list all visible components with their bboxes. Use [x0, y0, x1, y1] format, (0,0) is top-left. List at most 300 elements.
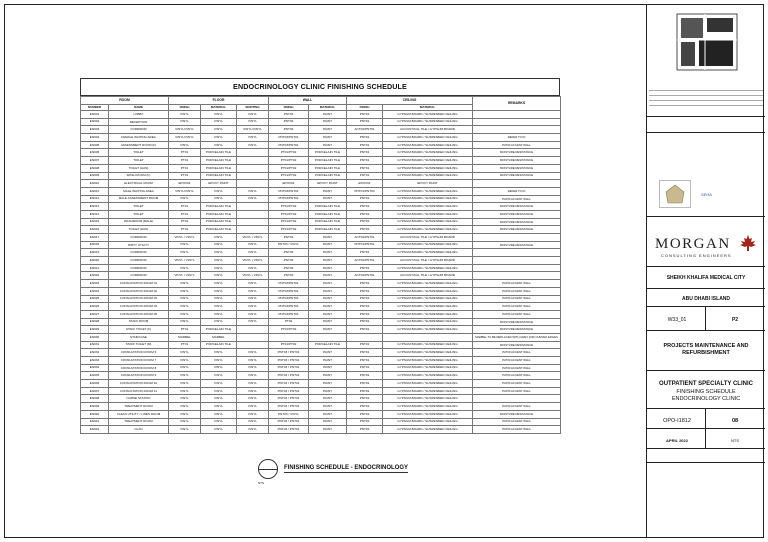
finish-cell: VINYL	[201, 195, 237, 203]
finish-cell: VINYL	[201, 241, 237, 249]
remarks-cell	[473, 249, 561, 257]
finish-cell: PAINT	[309, 280, 347, 288]
finish-cell: PNT01	[347, 195, 383, 203]
room-number: EN025	[81, 295, 109, 303]
finish-cell	[237, 164, 269, 172]
remarks-cell: MOISTURE RESISTANCE	[473, 149, 561, 157]
room-number: EN011	[81, 187, 109, 195]
remarks-cell: MOISTURE RESISTANCE	[473, 203, 561, 211]
table-row	[81, 333, 561, 341]
room-name: ELECTRICAL ROOM	[109, 180, 169, 188]
room-name: CORRIDOR	[109, 264, 169, 272]
remarks-cell: PAT03 ACCENT WALL	[473, 403, 561, 411]
finish-cell: PNT01	[347, 280, 383, 288]
finish-cell: VINYL / VINYL	[169, 257, 201, 265]
room-number: EN005	[81, 141, 109, 149]
remarks-cell	[473, 234, 561, 242]
finish-cell: PORCELAIN TILE	[201, 326, 237, 334]
finish-cell: PT01/PT02	[269, 226, 309, 234]
room-number: EN042	[81, 426, 109, 434]
finish-cell: PNT03/PNT01	[269, 134, 309, 142]
remarks-cell	[473, 126, 561, 134]
finish-cell: PT01/PT02	[269, 326, 309, 334]
finish-cell: VINYL	[201, 126, 237, 134]
finish-cell: VINYL	[169, 111, 201, 119]
remarks-cell: PAT03 ACCENT WALL	[473, 141, 561, 149]
consultant-logo	[655, 236, 759, 258]
finish-cell: EPOXY PAINT	[309, 180, 347, 188]
finish-cell: PNT01	[347, 326, 383, 334]
finish-cell: PAINT	[309, 380, 347, 388]
finish-cell: PNT03/PNT01	[269, 187, 309, 195]
footer-scale: NTS	[258, 481, 264, 485]
finish-cell: PNT03/PNT01	[269, 287, 309, 295]
finish-cell: PNT03/PNT01	[269, 295, 309, 303]
finish-cell: PAINT	[309, 134, 347, 142]
sub-header-cell: NAME	[109, 105, 169, 111]
finish-cell: PNT01	[347, 164, 383, 172]
contract-number: W33_01	[667, 317, 687, 323]
finish-cell: GYPSUM BOARD / SUSPENDED CEILING	[383, 349, 473, 357]
room-name: RECEPTION	[109, 118, 169, 126]
finish-cell: VINYL	[169, 295, 201, 303]
group-wall: WALL	[269, 97, 347, 105]
finish-cell	[237, 172, 269, 180]
finish-cell: PAINT	[309, 418, 347, 426]
finish-cell: PAINT	[309, 111, 347, 119]
finish-cell: VINYL	[201, 395, 237, 403]
finish-cell: GYPSUM BOARD / SUSPENDED CEILING	[383, 264, 473, 272]
finish-cell: VINYL	[169, 241, 201, 249]
remarks-cell	[473, 111, 561, 119]
table-row	[81, 203, 561, 211]
finish-cell: PORCELAIN TILE	[201, 226, 237, 234]
finish-cell: VINYL	[201, 380, 237, 388]
finish-cell: PAINT	[309, 303, 347, 311]
finish-cell: GYPSUM BOARD / SUSPENDED CEILING	[383, 310, 473, 318]
remarks-cell: MOISTURE RESISTANCE	[473, 164, 561, 172]
finish-cell: PNT01	[347, 410, 383, 418]
finish-cell: PNT03/PNT01	[269, 280, 309, 288]
sheet-number: 08	[731, 418, 739, 424]
finish-cell: PT01/PT02	[269, 157, 309, 165]
finish-cell: VINYL	[201, 187, 237, 195]
remarks-cell: PAT03 ACCENT WALL	[473, 426, 561, 434]
finish-cell: VINYL	[201, 387, 237, 395]
footer-title-text: FINISHING SCHEDULE - ENDOCRINOLOGY	[284, 465, 409, 471]
room-name: MALE WAITING AREA	[109, 187, 169, 195]
finish-cell: PT01	[169, 326, 201, 334]
finish-cell: VINYL	[237, 387, 269, 395]
room-name: LOBBY	[109, 111, 169, 119]
finish-cell: PNT03 / PNT01	[269, 403, 309, 411]
consultant-name: MORGAN	[655, 236, 731, 252]
finish-cell: MARBEL	[201, 333, 237, 341]
finish-cell: PNT03/PNT01	[269, 310, 309, 318]
table-row	[81, 141, 561, 149]
finish-cell: PORCELAIN TILE	[201, 164, 237, 172]
finish-cell: PNT01/PNT03	[347, 187, 383, 195]
finish-cell: VINYL	[237, 318, 269, 326]
finish-cell: PNT03 / PNT01	[269, 395, 309, 403]
room-name: TOILET	[109, 210, 169, 218]
finish-cell: PNT03/PNT01	[269, 195, 309, 203]
finish-cell: VINYL	[237, 280, 269, 288]
finish-cell: PT01/PT02	[269, 164, 309, 172]
table-row	[81, 372, 561, 380]
finish-cell: EPOXY PAINT	[201, 180, 237, 188]
finish-cell: VINYL	[169, 195, 201, 203]
date-row	[647, 428, 765, 448]
finish-cell	[237, 210, 269, 218]
finish-cell: PNT01	[347, 264, 383, 272]
finish-cell: VINYL	[237, 426, 269, 434]
finish-cell: PNT03 / PNT01	[269, 387, 309, 395]
room-name: TOILET	[109, 157, 169, 165]
remarks-cell: PAT03 ACCENT WALL	[473, 387, 561, 395]
finish-cell: PNT03	[269, 272, 309, 280]
room-name: TOILET	[109, 203, 169, 211]
finish-cell: VINYL	[237, 241, 269, 249]
table-row	[81, 257, 561, 265]
room-name: STAFF TOILET (F)	[109, 326, 169, 334]
room-name: CONSULTATION ROOM 11	[109, 387, 169, 395]
finish-cell: PAINT	[309, 249, 347, 257]
finish-cell: ACOUSTICAL TILE / GYPSUM BOARD	[383, 234, 473, 242]
remarks-cell: PAT03 ACCENT WALL	[473, 418, 561, 426]
finish-cell: GYPSUM BOARD / SUSPENDED CEILING	[383, 203, 473, 211]
finish-cell: PAINT	[309, 310, 347, 318]
finish-cell: VINYL	[237, 364, 269, 372]
finish-cell: PAINT	[309, 349, 347, 357]
consultant-sub: CONSULTING ENGINEERS	[661, 253, 732, 258]
finish-cell: MARBEL	[169, 333, 201, 341]
room-name: CONSULTATION ROOM 10	[109, 380, 169, 388]
revision-number: P2	[731, 317, 739, 323]
table-row	[81, 195, 561, 203]
finish-cell: GYPSUM BOARD / SUSPENDED CEILING	[383, 387, 473, 395]
room-name: NURSE STATION	[109, 395, 169, 403]
remarks-cell: PAT03 ACCENT WALL	[473, 380, 561, 388]
finish-cell: VINYL	[237, 410, 269, 418]
finish-cell: VINYL	[237, 134, 269, 142]
finish-cell: GYPSUM BOARD / SUSPENDED CEILING	[383, 249, 473, 257]
remarks-cell: PAT03 ACCENT WALL	[473, 372, 561, 380]
finish-cell: VINYL	[237, 418, 269, 426]
contract-row	[647, 306, 765, 330]
table-row	[81, 357, 561, 365]
finish-cell: VINYL	[201, 280, 237, 288]
table-row	[81, 264, 561, 272]
remarks-cell: PAT03 ACCENT WALL	[473, 357, 561, 365]
room-name: CONSULTATION ROOM 05	[109, 310, 169, 318]
finish-cell: PORCELAIN TILE	[201, 341, 237, 349]
table-row	[81, 210, 561, 218]
finish-cell: VINYL	[169, 372, 201, 380]
finish-cell: GYPSUM BOARD / SUSPENDED CEILING	[383, 157, 473, 165]
table-row	[81, 395, 561, 403]
finish-cell: PNT03	[269, 264, 309, 272]
finish-cell: PAINT	[309, 118, 347, 126]
table-row	[81, 226, 561, 234]
finish-cell: ACOUSTICAL TILE / GYPSUM BOARD	[383, 272, 473, 280]
finish-cell: VINYL	[169, 287, 201, 295]
finish-cell: VINYL	[201, 410, 237, 418]
room-name: CONSULTATION ROOM 6	[109, 349, 169, 357]
finish-cell: PORCELAIN TILE	[201, 218, 237, 226]
room-name: TREATMENT ROOM	[109, 403, 169, 411]
finish-cell: VINYL	[237, 249, 269, 257]
finish-cell: VINYL	[169, 387, 201, 395]
finish-cell: EPOX01	[169, 180, 201, 188]
room-name: CONSULTATION ROOM 7	[109, 357, 169, 365]
table-row	[81, 295, 561, 303]
remarks-cell	[473, 272, 561, 280]
room-name: FEMALE WAITING AREA	[109, 134, 169, 142]
finish-cell: VINYL/VINYL	[169, 134, 201, 142]
finish-cell: PAINT	[309, 364, 347, 372]
table-row	[81, 172, 561, 180]
remarks-cell: PAT03 ACCENT WALL	[473, 195, 561, 203]
finish-cell: PNT01	[347, 395, 383, 403]
finish-cell: GYPSUM BOARD / SUSPENDED CEILING	[383, 118, 473, 126]
finish-cell: PT02	[269, 318, 309, 326]
finish-cell	[237, 218, 269, 226]
room-name: CORRIDOR	[109, 249, 169, 257]
finish-cell: VINYL	[237, 380, 269, 388]
finish-cell: PAINT	[309, 318, 347, 326]
finish-cell: VINYL / VINYL	[169, 234, 201, 242]
finish-cell: PNT01	[347, 310, 383, 318]
room-name: CONSULTATION ROOM 01	[109, 280, 169, 288]
finish-cell: VINYL	[237, 403, 269, 411]
finishing-schedule-table	[80, 96, 561, 434]
finish-cell: PNT01	[347, 303, 383, 311]
room-number: EN040	[81, 410, 109, 418]
room-number: EN022	[81, 272, 109, 280]
sub-header-cell: FINISH	[169, 105, 201, 111]
finish-cell: GYPSUM BOARD / SUSPENDED CEILING	[383, 287, 473, 295]
finish-cell: PAINT	[309, 241, 347, 249]
finish-cell: GYPSUM BOARD / SUSPENDED CEILING	[383, 218, 473, 226]
finish-cell: VINYL	[237, 303, 269, 311]
finish-cell: GYPSUM BOARD / SUSPENDED CEILING	[383, 111, 473, 119]
drawing-title-3: ENDOCRINOLOGY CLINIC	[671, 396, 741, 402]
table-row	[81, 410, 561, 418]
table-row	[81, 403, 561, 411]
finish-cell: GYPSUM BOARD / SUSPENDED CEILING	[383, 295, 473, 303]
finish-cell: VINYL	[201, 403, 237, 411]
finish-cell	[237, 203, 269, 211]
finish-cell: PNT01	[347, 318, 383, 326]
remarks-cell: MOISTURE RESISTANCE	[473, 226, 561, 234]
room-number: EN032	[81, 349, 109, 357]
finish-cell: PT01/PT02	[269, 203, 309, 211]
room-number: EN003	[81, 126, 109, 134]
room-number: EN038	[81, 395, 109, 403]
finish-cell: VINYL	[201, 141, 237, 149]
remarks-cell	[473, 395, 561, 403]
finish-cell: VINYL/VINYL	[237, 126, 269, 134]
finish-cell: PNT01	[347, 226, 383, 234]
finish-cell	[237, 149, 269, 157]
project-location: ABU DHABI ISLAND	[681, 296, 731, 302]
table-row	[81, 426, 561, 434]
finish-cell: ACOUSTICAL TILE / GYPSUM BOARD	[383, 257, 473, 265]
room-number: EN031	[81, 341, 109, 349]
finish-cell: PT01	[169, 226, 201, 234]
finish-cell: PAINT	[309, 234, 347, 242]
table-row	[81, 303, 561, 311]
notes-lines	[649, 90, 763, 110]
finish-cell: GYPSUM BOARD / SUSPENDED CEILING	[383, 372, 473, 380]
table-row	[81, 134, 561, 142]
room-number: EN008	[81, 164, 109, 172]
room-name: CONSULTATION ROOM 02	[109, 287, 169, 295]
finish-cell: PAINT	[309, 195, 347, 203]
finish-cell: PORCELAIN TILE	[201, 172, 237, 180]
sub-header-cell: MATERIAL	[383, 105, 473, 111]
sub-header-cell: NUMBER	[81, 105, 109, 111]
finish-cell: PNT03	[269, 234, 309, 242]
finish-cell: PNT01	[347, 403, 383, 411]
finish-cell: VINYL	[201, 295, 237, 303]
finish-cell: VINYL	[201, 372, 237, 380]
finish-cell: VINYL / VINYL	[169, 272, 201, 280]
finish-cell: PNT01	[347, 141, 383, 149]
room-number: EN021	[81, 264, 109, 272]
finish-cell: PNT01	[347, 249, 383, 257]
room-name: CORRIDOR	[109, 272, 169, 280]
finish-cell: PT01/PT02	[269, 210, 309, 218]
notes-area	[647, 132, 765, 172]
finish-cell: PORCELAIN TILE	[201, 203, 237, 211]
checked-row	[647, 448, 765, 462]
table-row	[81, 249, 561, 257]
finish-cell: ACT02/PNT01	[347, 126, 383, 134]
table-row	[81, 380, 561, 388]
finish-cell: PNT01	[347, 172, 383, 180]
finish-cell: PORCELAIN TILE	[309, 210, 347, 218]
finish-cell: VINYL	[201, 118, 237, 126]
finish-cell: PORCELAIN TILE	[309, 149, 347, 157]
finish-cell: GYPSUM BOARD / SUSPENDED CEILING	[383, 318, 473, 326]
finish-cell: VINYL	[237, 287, 269, 295]
sub-header-cell: MATERIAL	[201, 105, 237, 111]
finish-cell: GYPSUM BOARD / SUSPENDED CEILING	[383, 187, 473, 195]
finish-cell: PAINT	[309, 426, 347, 434]
finish-cell: GYPSUM BOARD / SUSPENDED CEILING	[383, 134, 473, 142]
finish-cell: GYPSUM BOARD / SUSPENDED CEILING	[383, 195, 473, 203]
finish-cell: GYPSUM BOARD / SUSPENDED CEILING	[383, 326, 473, 334]
table-row	[81, 149, 561, 157]
finish-cell: EPOX01	[347, 180, 383, 188]
finish-cell: PAINT	[309, 287, 347, 295]
finish-cell: EPOX01	[269, 180, 309, 188]
finish-cell: VINYL	[169, 141, 201, 149]
finish-cell: PNT01/PNT01	[347, 241, 383, 249]
room-number: EN024	[81, 287, 109, 295]
finish-cell: PNT01	[347, 218, 383, 226]
finish-cell	[237, 333, 269, 341]
finish-cell: PORCELAIN TILE	[309, 164, 347, 172]
finish-cell: GYPSUM BOARD / SUSPENDED CEILING	[383, 418, 473, 426]
remarks-cell	[473, 257, 561, 265]
finish-cell: PNT03 / VINYL	[269, 410, 309, 418]
finish-cell: PT01/PT02	[269, 149, 309, 157]
finish-cell: PT01	[169, 149, 201, 157]
finish-cell: PNT01	[347, 134, 383, 142]
finish-cell: PAINT	[309, 403, 347, 411]
detail-marker-icon	[258, 459, 278, 479]
drawing-title-2: FINISHING SCHEDULE	[676, 389, 736, 395]
finish-cell: PNT01	[347, 357, 383, 365]
finish-cell: PNT01	[347, 295, 383, 303]
finish-cell: PT01	[169, 164, 201, 172]
finish-cell: PNT03	[269, 118, 309, 126]
finish-cell: VINYL	[169, 118, 201, 126]
finish-cell: PT01	[169, 341, 201, 349]
finish-cell: PNT03	[269, 249, 309, 257]
room-number: EN014	[81, 210, 109, 218]
finish-cell: PNT01	[347, 418, 383, 426]
finish-cell: PT01	[169, 218, 201, 226]
remarks-cell: MOISTURE RESISTANCE	[473, 210, 561, 218]
finish-cell	[347, 333, 383, 341]
finish-cell: VINYL	[237, 372, 269, 380]
room-number: EN019	[81, 249, 109, 257]
remarks-cell: PAT03 ACCENT WALL	[473, 310, 561, 318]
finish-cell: PORCELAIN TILE	[309, 218, 347, 226]
finish-cell: GYPSUM BOARD / SUSPENDED CEILING	[383, 380, 473, 388]
seha-logo: SEHA	[701, 191, 712, 197]
finish-cell: VINYL	[237, 310, 269, 318]
finish-cell: VINYL	[169, 403, 201, 411]
finish-cell: VINYL	[169, 426, 201, 434]
group-ceiling: CEILING	[347, 97, 473, 105]
finish-cell: VINYL	[169, 357, 201, 365]
finish-cell: PAINT	[309, 410, 347, 418]
finish-cell: VINYL / VINYL	[237, 257, 269, 265]
location-row	[647, 288, 765, 306]
remarks-cell	[473, 264, 561, 272]
drawing-footer-title	[258, 459, 408, 479]
room-number: EN013	[81, 203, 109, 211]
finish-cell: VINYL	[201, 349, 237, 357]
schedule-title: ENDOCRINOLOGY CLINIC FINISHING SCHEDULE	[233, 82, 407, 91]
finish-cell: GYPSUM BOARD / SUSPENDED CEILING	[383, 164, 473, 172]
project-owner: SHEIKH KHALIFA MEDICAL CITY	[666, 275, 746, 281]
remarks-cell: MOISTURE RESISTANCE	[473, 172, 561, 180]
table-row	[81, 387, 561, 395]
finish-cell: PT01	[169, 172, 201, 180]
finish-cell: ACOUSTICAL TILE / GYPSUM BOARD	[383, 126, 473, 134]
finish-cell: VINYL	[201, 134, 237, 142]
finish-cell: VINYL	[201, 272, 237, 280]
room-number: EN004	[81, 134, 109, 142]
finish-cell: VINYL	[169, 249, 201, 257]
table-row	[81, 310, 561, 318]
group-remarks: REMARKS	[473, 97, 561, 111]
finish-cell: PORCELAIN TILE	[309, 157, 347, 165]
finish-cell: PNT03 / PNT01	[269, 426, 309, 434]
project-name: PROJECTS MAINTENANCE AND REFURBISHMENT	[663, 343, 749, 357]
room-name: CORRIDOR	[109, 234, 169, 242]
finish-cell: PNT01	[347, 426, 383, 434]
finish-cell: PNT01	[347, 372, 383, 380]
finish-cell: VINYL	[201, 303, 237, 311]
table-row	[81, 418, 561, 426]
